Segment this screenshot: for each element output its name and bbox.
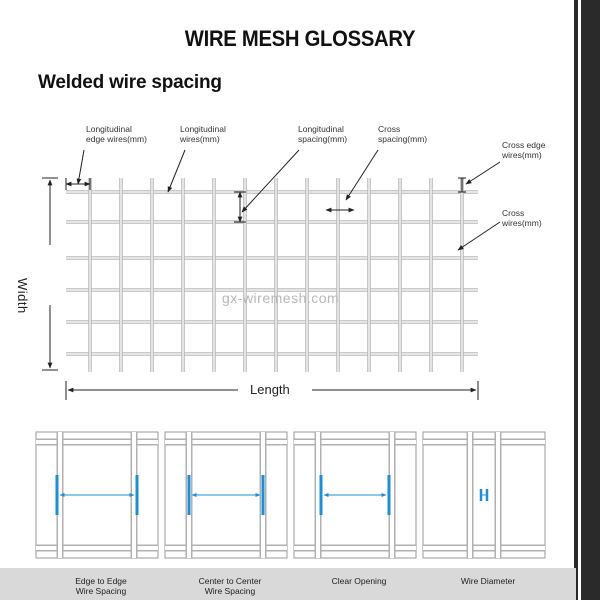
label-cross-wires: Cross wires(mm) xyxy=(502,208,542,228)
mesh-grid xyxy=(66,178,478,372)
watermark: gx-wiremesh.com xyxy=(222,290,340,306)
width-label: Width xyxy=(15,278,30,314)
mesh-dimension-marks xyxy=(66,178,466,222)
detail-panels xyxy=(36,432,545,558)
caption-center-to-center: Center to Center Wire Spacing xyxy=(198,576,262,596)
caption-edge-to-edge: Edge to Edge Wire Spacing xyxy=(75,576,127,596)
label-cross-edge-wires: Cross edge wires(mm) xyxy=(502,140,546,160)
callout-leaders xyxy=(78,150,500,250)
label-longitudinal-spacing: Longitudinal spacing(mm) xyxy=(298,124,348,144)
label-longitudinal-edge-wires: Longitudinal edge wires(mm) xyxy=(86,124,147,144)
length-label: Length xyxy=(250,382,290,397)
section-title: Welded wire spacing xyxy=(38,72,222,93)
caption-clear-opening: Clear Opening xyxy=(331,576,387,586)
label-cross-spacing: Cross spacing(mm) xyxy=(378,124,428,144)
page-title: WIRE MESH GLOSSARY xyxy=(184,26,416,51)
caption-wire-diameter: Wire Diameter xyxy=(460,576,516,586)
label-longitudinal-wires: Longitudinal wires(mm) xyxy=(180,124,226,144)
width-dimension xyxy=(42,178,58,370)
